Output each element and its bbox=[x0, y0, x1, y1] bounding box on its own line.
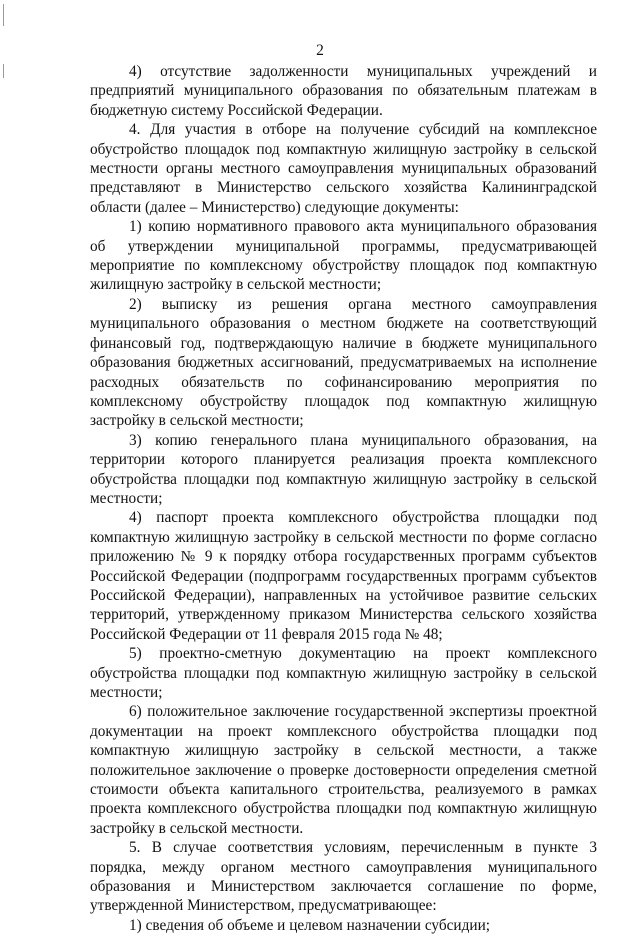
margin-mark-top bbox=[3, 4, 4, 26]
page-number: 2 bbox=[316, 42, 324, 59]
margin-mark-middle bbox=[3, 64, 4, 78]
paragraph-item-4-no-debt: 4) отсутствие задолженности муниципальных учреждений и предприятий муниципального образования по обязательным платежам в бюджетную систему Российской Федерации. bbox=[90, 63, 597, 119]
paragraph-clause-5-agreement: 5. В случае соответствия условиям, перечисленным в пункте 3 порядка, между органом местного самоуправления муниципального образования и Министерством заключается соглашение по форме, утвержденной Министерством, предусматривающее: bbox=[90, 839, 597, 915]
paragraph-item-3-general-plan: 3) копию генерального плана муниципального образования, на территории которого планируется реализация проекта комплексного обустройства площадки под компактную жилищную застройку в сельской местности; bbox=[90, 431, 597, 507]
document-body bbox=[90, 62, 597, 935]
paragraph-clause-4-documents: 4. Для участия в отборе на получение субсидий на комплексное обустройство площадок под компактную жилищную застройку в сельской местности органы местного самоуправления муниципальных образований представляют в Министерство сельского хозяйства Калининградской области (далее – Министерство) следующие документы: bbox=[90, 121, 597, 216]
paragraph-item-1-legal-act: 1) копию нормативного правового акта муниципального образования об утверждении муниципальной программы, предусматривающей мероприятие по комплексному обустройству площадок под компактную жилищную застройку в сельской местности; bbox=[90, 218, 597, 294]
paragraph-item-5-design-docs: 5) проектно-сметную документацию на проект комплексного обустройства площадки под компактную жилищную застройку в сельской местности; bbox=[90, 645, 597, 701]
paragraph-item-6-expertise: 6) положительное заключение государственной экспертизы проектной документации на проект комплексного обустройства площадки под компактную жилищную застройку в сельской местности, а также положительное заключение о проверке достоверности определения сметной стоимости объекта капитального строительства, реализуемого в рамках проекта комплексного обустройства площадки под компактную жилищную застройку в сельской местности. bbox=[90, 703, 597, 837]
paragraph-item-2-budget-extract: 2) выписку из решения органа местного самоуправления муниципального образования о местном бюджете на соответствующий финансовый год, подтверждающую наличие в бюджете муниципального образования бюджетных ассигнований, предусматриваемых на исполнение расходных обязательств по софинансированию мероприятия по комплексному обустройству площадок под компактную жилищную застройку в сельской местности; bbox=[90, 295, 597, 430]
paragraph-item-1-subsidy-info: 1) сведения об объеме и целевом назначении субсидии; bbox=[129, 916, 491, 934]
paragraph-item-4-passport: 4) паспорт проекта комплексного обустройства площадки под компактную жилищную застройку в сельской местности по форме согласно приложению № 9 к порядку отбора государственных программ субъектов Российской Федерации (подпрограмм государственных программ субъектов Российской Федерации), направленных на устойчивое развитие сельских территорий, утвержденному приказом Министерства сельского хозяйства Российской Федерации от 11 февраля 2015 года № 48; bbox=[90, 509, 597, 643]
